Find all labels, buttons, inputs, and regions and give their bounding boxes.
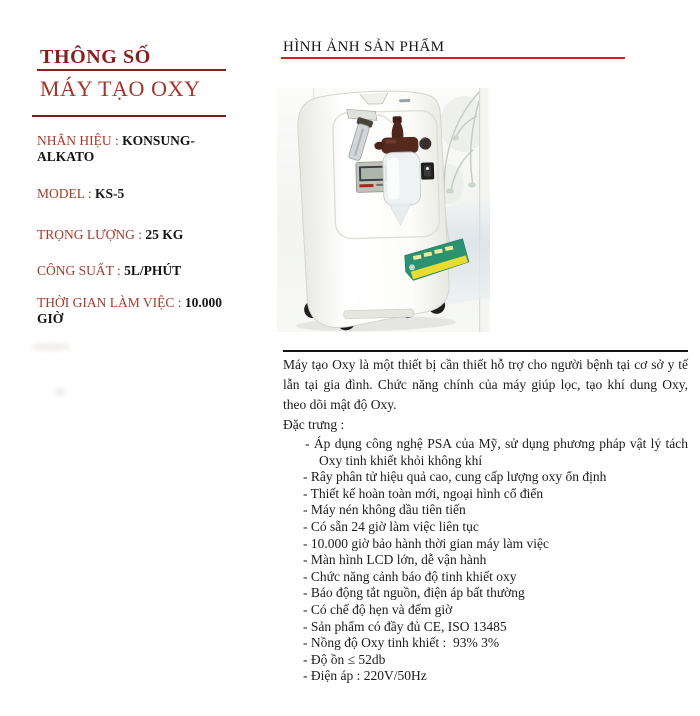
spec-separator: :: [111, 133, 123, 148]
brand-logo: [399, 99, 410, 102]
spec-item-capacity: [37, 263, 237, 279]
feature-item: - Thiết kế hoàn toàn mới, ngoại hình cổ điển: [303, 485, 544, 501]
panel-title-line2: MÁY TẠO OXY: [40, 76, 201, 101]
bottle-cap: [381, 137, 418, 154]
red-divider-bottom: [32, 115, 226, 117]
feature-item: - Nồng độ Oxy tinh khiết : 93% 3%: [303, 635, 500, 651]
oxygen-concentrator-illustration: [277, 88, 490, 332]
spec-separator: :: [174, 295, 185, 310]
feature-item: - Có chế độ hẹn và đếm giờ: [303, 601, 453, 617]
faint-smudge: [55, 388, 65, 396]
red-underline: [281, 57, 625, 59]
spec-separator: :: [113, 263, 125, 278]
spec-separator: :: [134, 227, 146, 242]
red-divider-top: [37, 69, 226, 71]
power-switch: [421, 162, 434, 179]
faint-smudge: [30, 343, 72, 351]
section-title: HÌNH ẢNH SẢN PHẨM: [283, 39, 445, 55]
description-intro: Máy tạo Oxy là một thiết bị cần thiết hỗ trợ cho người bệnh tại cơ sở y tế lẫn tại gia đình. Chức năng chính của máy giúp lọc, tạo khí dung Oxy, theo dõi mật độ Oxy.: [283, 357, 688, 412]
feature-item: - Sản phẩm có đầy đủ CE, ISO 13485: [303, 618, 507, 634]
frame-line: [313, 88, 314, 98]
spec-item-model: [37, 186, 237, 202]
spec-label: TRỌNG LƯỢNG: [37, 227, 135, 242]
feature-item: - Báo động tắt nguồn, điện áp bất thường: [303, 585, 525, 601]
spec-value: 5L/PHÚT: [124, 263, 182, 278]
spec-item-weight: [37, 227, 237, 243]
spec-label: CÔNG SUẤT: [37, 263, 114, 278]
features-heading: Đặc trưng :: [283, 417, 345, 432]
spec-panel: [0, 0, 265, 716]
feature-item: - Máy nén không dầu tiên tiến: [303, 502, 466, 518]
spec-label: THỜI GIAN LÀM VIỆC: [37, 295, 175, 310]
features-list: [283, 436, 688, 685]
spec-item-brand: [37, 133, 205, 164]
spec-value: 25 KG: [145, 227, 184, 242]
product-photo: [277, 88, 490, 332]
lcd-red-label: [359, 184, 373, 187]
feature-item: - Rây phân tử hiệu quả cao, cung cấp lượng oxy ổn định: [303, 469, 607, 485]
spec-label: MODEL: [37, 186, 85, 201]
feature-item: - Màn hình LCD lớn, dễ vận hành: [303, 552, 487, 568]
feature-item: - Độ ồn ≤ 52db: [303, 651, 386, 667]
feature-item: - Điện áp : 220V/50Hz: [303, 668, 427, 684]
machine-body: [297, 90, 450, 329]
spec-value: KS-5: [95, 186, 125, 201]
spec-label: NHÃN HIỆU: [37, 133, 112, 148]
feature-item: - 10.000 giờ bảo hành thời gian máy làm việc: [303, 535, 549, 551]
product-panel: [277, 0, 700, 716]
product-description: [283, 350, 688, 685]
spec-value: 10.000 GIỜ: [37, 295, 223, 326]
spec-value: KONSUNG-ALKATO: [37, 133, 195, 164]
feature-item: - Có sẵn 24 giờ làm việc liên tục: [303, 518, 479, 534]
feature-item: - Áp dụng công nghệ PSA của Mỹ, sử dụng phương pháp vật lý tách Oxy tinh khiết khỏi không khí: [305, 436, 688, 468]
spec-separator: :: [84, 186, 96, 201]
vent-grille: [344, 309, 414, 319]
spec-item-working-hours: [37, 295, 249, 326]
feature-item: - Chức năng cảnh báo độ tinh khiết oxy: [303, 568, 517, 584]
panel-title-line1: THÔNG SỐ: [40, 46, 151, 68]
